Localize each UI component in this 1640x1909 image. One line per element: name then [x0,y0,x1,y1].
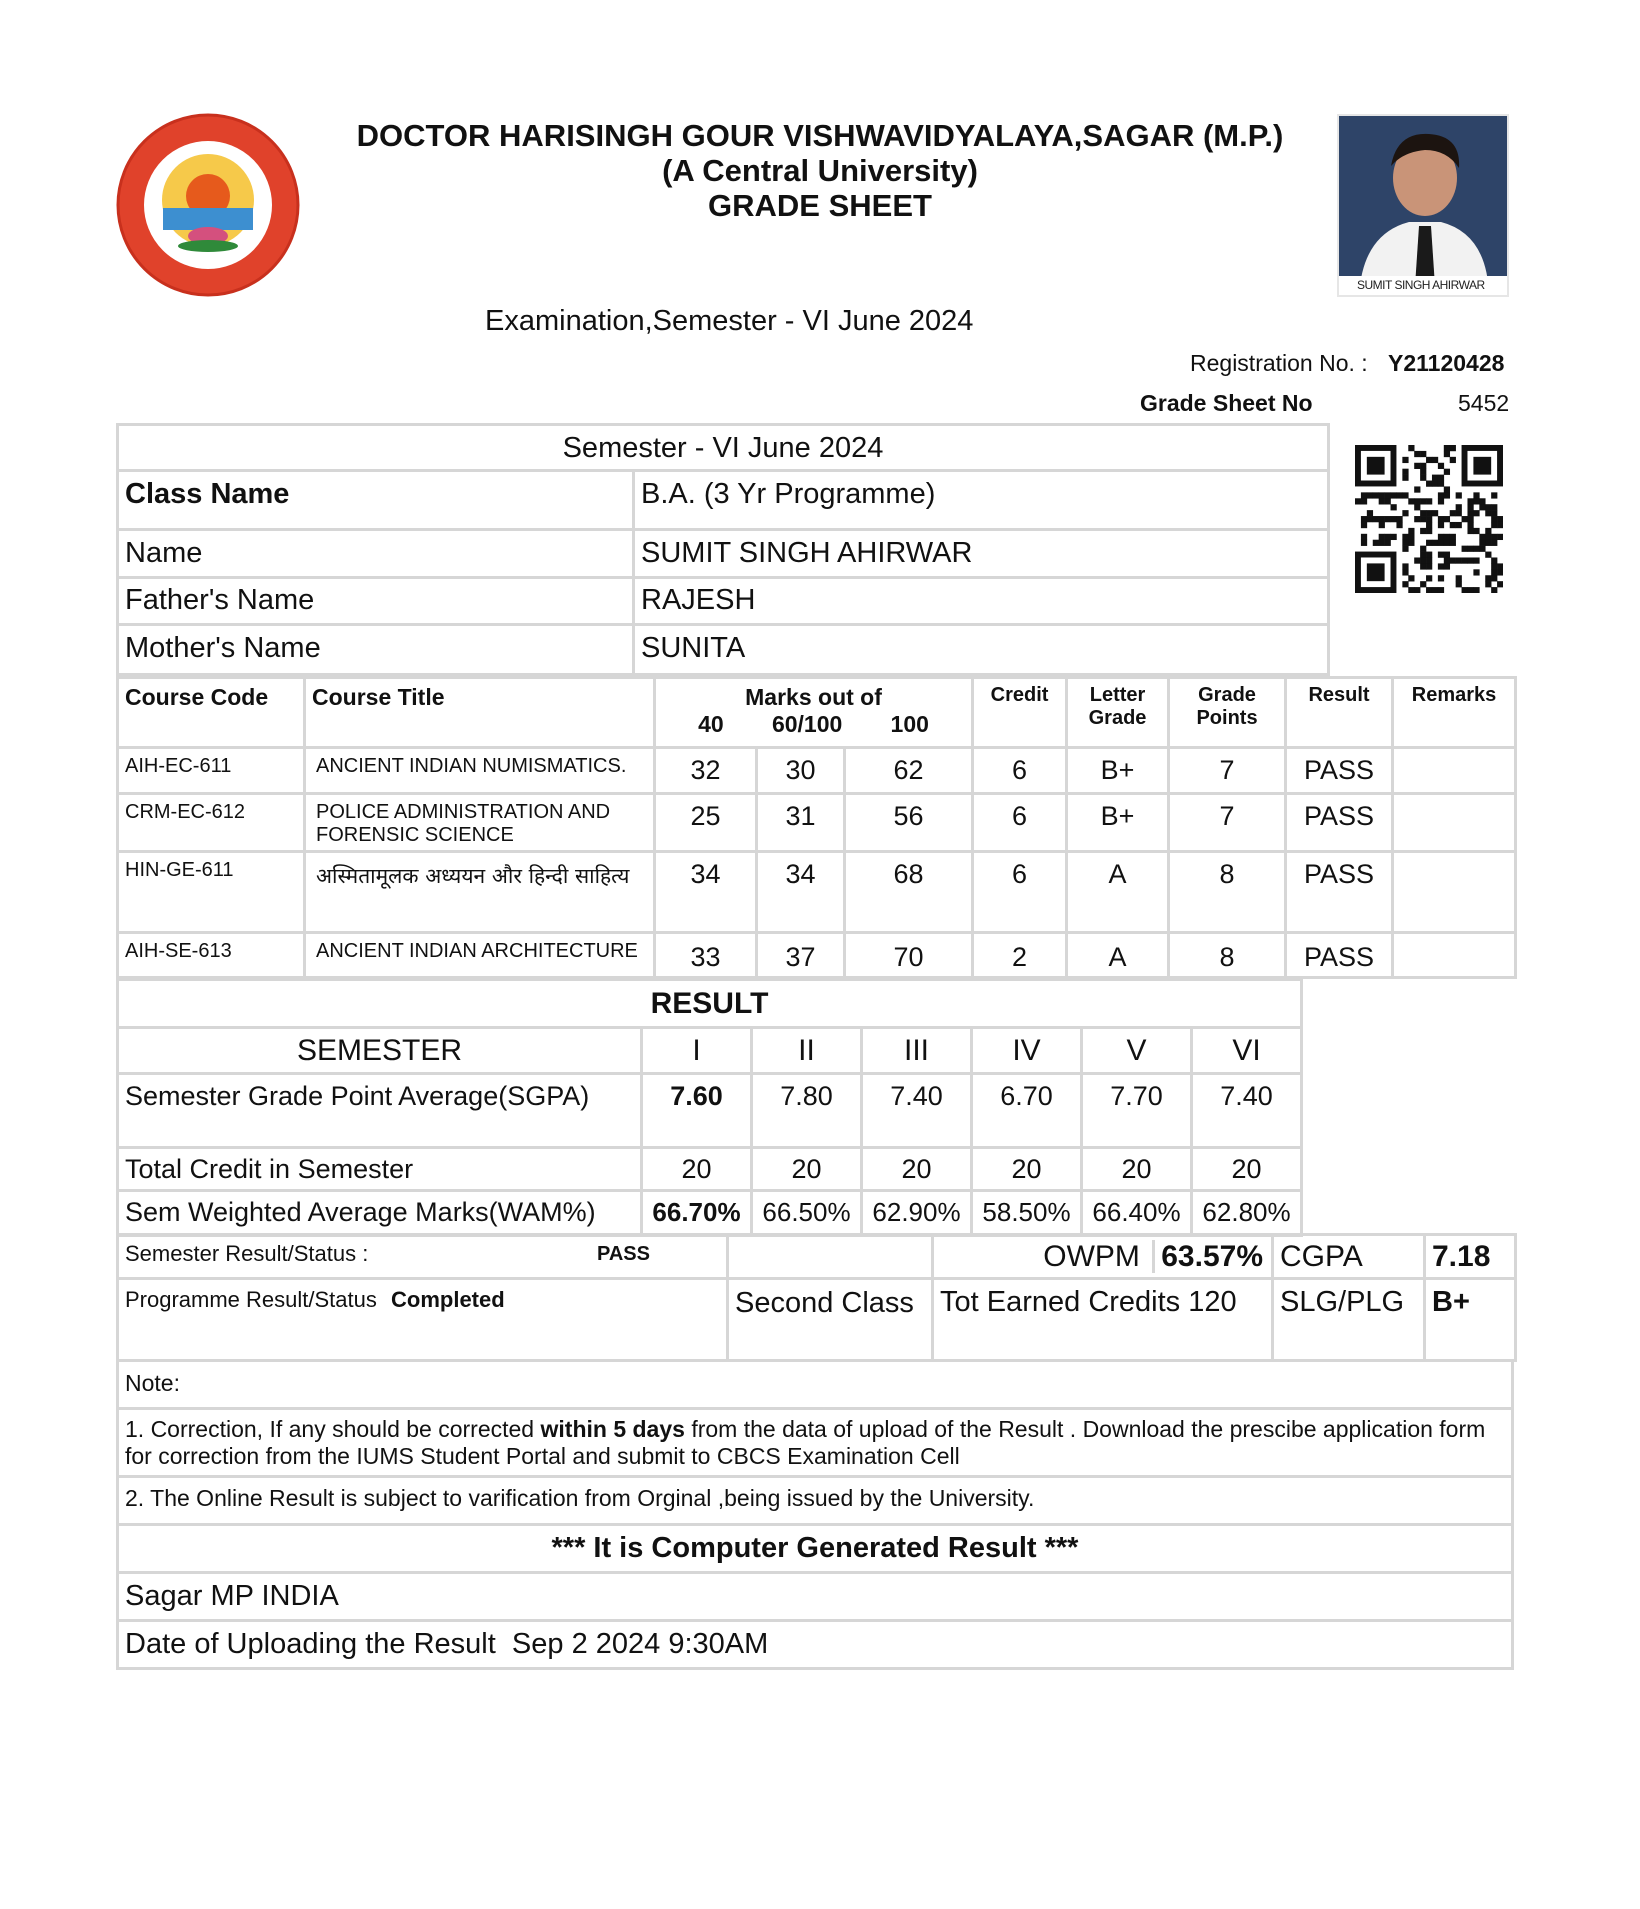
owpm-value: 63.57% [1152,1240,1263,1273]
remarks [1393,794,1516,852]
grade-sheet-number: 5452 [1458,390,1510,416]
courses-table [116,676,1517,979]
sgpa-v: 7.70 [1082,1074,1192,1148]
marks-40: 33 [655,933,757,978]
course-code: AIH-EC-611 [118,748,305,794]
table-row [118,852,1516,933]
place: Sagar MP INDIA [118,1573,1513,1621]
course-title: POLICE ADMINISTRATION AND FORENSIC SCIENCE [305,794,655,852]
wam-v: 66.40% [1082,1191,1192,1236]
computer-generated-note: *** It is Computer Generated Result *** [118,1525,1513,1573]
result: PASS [1286,852,1393,933]
letter-grade: B+ [1067,748,1169,794]
result-title: RESULT [118,980,1302,1028]
grade-sheet-label: Grade Sheet No [1140,390,1313,416]
table-row [118,933,1516,978]
marks-60: 30 [757,748,845,794]
mother-name-value: SUNITA [634,625,1329,675]
credit-ii: 20 [752,1148,862,1191]
header-marks-100: 100 [890,711,929,737]
programme-status-value: Completed [391,1287,505,1312]
owpm-label: OWPM [1043,1240,1140,1273]
cgpa-value: 7.18 [1425,1235,1516,1279]
summary-table [116,1233,1517,1362]
note-1 [118,1409,1513,1477]
wam-iii: 62.90% [862,1191,972,1236]
header-remarks: Remarks [1393,678,1516,748]
table-row [118,748,1516,794]
marks-100: 62 [845,748,973,794]
credit: 6 [973,748,1067,794]
remarks [1393,852,1516,933]
father-name-label: Father's Name [118,578,634,625]
header-marks-label: Marks out of [745,684,882,710]
credit: 6 [973,852,1067,933]
registration-label: Registration No. : [1190,350,1368,376]
programme-status-label: Programme Result/Status [125,1287,377,1312]
wam-vi: 62.80% [1192,1191,1302,1236]
note-1-part-c: from the data of upload of the Result . Download the prescibe application form for correction from the IUMS Student Portal and submit to CBCS Examination Cell [125,1416,1486,1469]
registration-number: Y21120428 [1388,350,1505,376]
marks-100: 68 [845,852,973,933]
photo-caption: SUMIT SINGH AHIRWAR [1357,278,1485,292]
semester-ii: II [752,1028,862,1074]
remarks [1393,748,1516,794]
header-course-title: Course Title [305,678,655,748]
slg-value: B+ [1425,1279,1516,1361]
header-credit: Credit [973,678,1067,748]
earned-credits-cell [933,1279,1273,1361]
semester-title: Semester - VI June 2024 [118,425,1329,471]
semester-iv: IV [972,1028,1082,1074]
exam-title: Examination,Semester - VI June 2024 [485,305,974,337]
credit-iv: 20 [972,1148,1082,1191]
grade-points: 7 [1169,748,1286,794]
grade-points: 7 [1169,794,1286,852]
header-marks-60: 60/100 [771,711,843,737]
upload-date-row [118,1621,1513,1669]
note-1-emphasis: within 5 days [540,1416,685,1442]
mother-name-label: Mother's Name [118,625,634,675]
note-2: 2. The Online Result is subject to varification from Orginal ,being issued by the University. [118,1477,1513,1525]
header-grade-points: Grade Points [1169,678,1286,748]
marks-40: 34 [655,852,757,933]
marks-100: 56 [845,794,973,852]
document-title: GRADE SHEET [708,188,932,223]
wam-i: 66.70% [642,1191,752,1236]
semester-iii: III [862,1028,972,1074]
father-name-value: RAJESH [634,578,1329,625]
note-label: Note: [118,1361,1513,1409]
credit-vi: 20 [1192,1148,1302,1191]
marks-100: 70 [845,933,973,978]
semester-status-value: PASS [597,1243,650,1265]
grade-points: 8 [1169,852,1286,933]
header-marks-40: 40 [698,711,724,737]
course-code: AIH-SE-613 [118,933,305,978]
wam-ii: 66.50% [752,1191,862,1236]
sgpa-ii: 7.80 [752,1074,862,1148]
marks-40: 32 [655,748,757,794]
programme-status-cell [118,1279,728,1361]
course-code: HIN-GE-611 [118,852,305,933]
sgpa-label: Semester Grade Point Average(SGPA) [118,1074,642,1148]
note-1-part-a: 1. Correction, If any should be corrected [125,1416,541,1442]
marks-60: 37 [757,933,845,978]
student-details-table [116,423,1330,676]
upload-date-value: Sep 2 2024 9:30AM [511,1628,769,1660]
grade-points: 8 [1169,933,1286,978]
student-photo [1337,114,1509,297]
course-title: ANCIENT INDIAN ARCHITECTURE [305,933,655,978]
header-result: Result [1286,678,1393,748]
result: PASS [1286,933,1393,978]
table-row [118,794,1516,852]
semester-status-label: Semester Result/Status : [125,1241,369,1266]
upload-date-label: Date of Uploading the Result [125,1628,496,1660]
credit-v: 20 [1082,1148,1192,1191]
remarks [1393,933,1516,978]
credit: 2 [973,933,1067,978]
division: Second Class [728,1279,933,1361]
semester-status-cell [118,1235,728,1279]
notes-table [116,1359,1514,1670]
result: PASS [1286,748,1393,794]
letter-grade: A [1067,933,1169,978]
university-type: (A Central University) [662,153,978,188]
credit: 6 [973,794,1067,852]
result-table [116,978,1303,1237]
result: PASS [1286,794,1393,852]
earned-credits-label: Tot Earned Credits [940,1286,1181,1318]
credit-iii: 20 [862,1148,972,1191]
header-letter-grade: Letter Grade [1067,678,1169,748]
class-name-label: Class Name [118,471,634,530]
credit-i: 20 [642,1148,752,1191]
name-label: Name [118,530,634,578]
slg-label: SLG/PLG [1273,1279,1425,1361]
empty-cell [728,1235,933,1279]
semester-v: V [1082,1028,1192,1074]
semester-i: I [642,1028,752,1074]
letter-grade: B+ [1067,794,1169,852]
semester-vi: VI [1192,1028,1302,1074]
marks-60: 34 [757,852,845,933]
qr-code [1355,445,1503,593]
sgpa-i: 7.60 [642,1074,752,1148]
earned-credits-value: 120 [1188,1286,1237,1318]
header-course-code: Course Code [118,678,305,748]
owpm-cell [933,1235,1273,1279]
sgpa-vi: 7.40 [1192,1074,1302,1148]
class-name-value: B.A. (3 Yr Programme) [634,471,1329,530]
course-title: अस्मितामूलक अध्ययन और हिन्दी साहित्य [305,852,655,933]
university-name: DOCTOR HARISINGH GOUR VISHWAVIDYALAYA,SAGAR (M.P.) [356,118,1284,153]
header-marks [655,678,973,748]
university-logo [115,112,301,298]
course-title: ANCIENT INDIAN NUMISMATICS. [305,748,655,794]
cgpa-label: CGPA [1273,1235,1425,1279]
marks-60: 31 [757,794,845,852]
marks-40: 25 [655,794,757,852]
semester-label: SEMESTER [118,1028,642,1074]
wam-iv: 58.50% [972,1191,1082,1236]
name-value: SUMIT SINGH AHIRWAR [634,530,1329,578]
course-code: CRM-EC-612 [118,794,305,852]
total-credit-label: Total Credit in Semester [118,1148,642,1191]
sgpa-iii: 7.40 [862,1074,972,1148]
letter-grade: A [1067,852,1169,933]
wam-label: Sem Weighted Average Marks(WAM%) [118,1191,642,1236]
sgpa-iv: 6.70 [972,1074,1082,1148]
